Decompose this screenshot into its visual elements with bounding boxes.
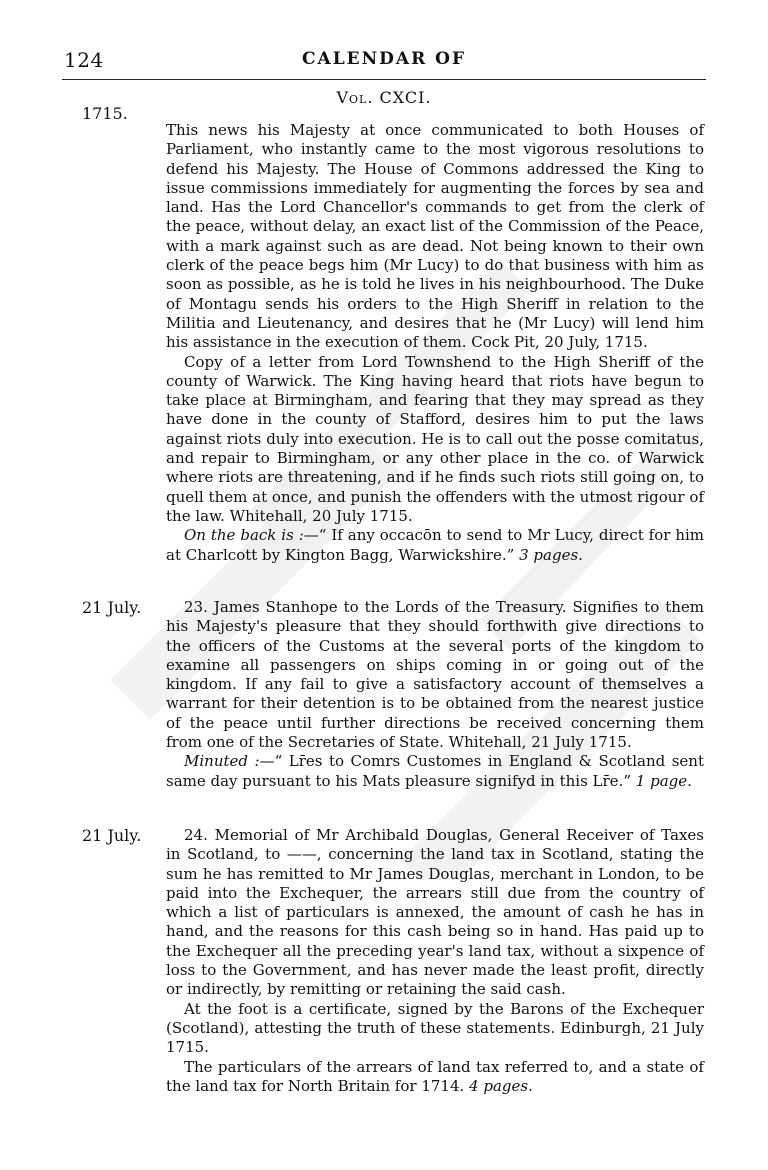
- volume-heading: Vol. CXCI.: [336, 88, 432, 107]
- entry-note: [166, 752, 704, 791]
- running-head: CALENDAR OF: [301, 49, 467, 69]
- note-label: Minuted :—: [184, 752, 275, 771]
- entry-paragraph: 24. Memorial of Mr Archibald Douglas, General Receiver of Taxes in Scotland, to ——, concerning the land tax in Scotland, stating the sum he has remitted to Mr James Douglas, merchant in London, to be paid into the Exchequer, the arrears still due from the country of which a list of particulars is annexed, the amount of cash he has in hand, and the reasons for this cash being so in hand. Has paid up to the Exchequer all the preceding year's land tax, without a sixpence of loss to the Government, and has never made the least profit, directly or indirectly, by remitting or retaining the said cash.: [166, 826, 704, 999]
- note-text: “ If any occacōn to send to Mr Lucy, direct for him at Charlcott by Kington Bagg, Warwickshire.”: [166, 526, 705, 564]
- entry-paragraph: At the foot is a certificate, signed by the Barons of the Exchequer (Scotland), attesting the truth of these statements. Edinburgh, 21 July 1715.: [166, 999, 704, 1057]
- entry-continued: [166, 121, 704, 565]
- margin-year: 1715.: [82, 104, 128, 123]
- entry-date: 21 July.: [82, 826, 142, 845]
- header-rule: [62, 79, 706, 80]
- entry-note: [166, 526, 704, 565]
- page-number: 124: [64, 48, 104, 72]
- entry-23: [166, 598, 704, 791]
- entry-paragraph: [166, 1058, 704, 1097]
- entry-paragraph: Copy of a letter from Lord Townshend to the High Sheriff of the county of Warwick. The King having heard that riots have begun to take place at Birmingham, and fearing that they may spread as they have done in the county of Stafford, desires him to put the laws against riots duly into execution. He is to call out the posse comitatus, and repair to Birmingham, or any other place in the co. of Warwick where riots are threatening, and if he finds such riots still going on, to quell them at once, and punish the offenders with the utmost rigour of the law. Whitehall, 20 July 1715.: [166, 352, 704, 525]
- entry-paragraph: This news his Majesty at once communicated to both Houses of Parliament, who instantly came to the most vigorous resolutions to defend his Majesty. The House of Commons addressed the King to issue commissions immediately for augmenting the forces by sea and land. Has the Lord Chancellor's commands to get from the clerk of the peace, without delay, an exact list of the Commission of the Peace, with a mark against such as are dead. Not being known to their own clerk of the peace begs him (Mr Lucy) to do that business with him as soon as possible, as he is told he lives in his neighbourhood. The Duke of Montagu sends his orders to the High Sheriff in relation to the Militia and Lieutenancy, and desires that he (Mr Lucy) will lend him his assistance in the execution of them. Cock Pit, 20 July, 1715.: [166, 121, 704, 352]
- entry-paragraph: 23. James Stanhope to the Lords of the Treasury. Signifies to them his Majesty's pleasure that they should forthwith give directions to the officers of the Customs at the several ports of the kingdom to examine all passengers on ships coming in or going out of the kingdom. If any fail to give a satisfactory account of themselves a warrant for their detention is to be obtained from the nearest justice of the peace until further directions be received concerning them from one of the Secretaries of State. Whitehall, 21 July 1715.: [166, 598, 704, 752]
- entry-24: [166, 826, 704, 1096]
- page-header: [0, 48, 768, 74]
- page-count: 1 page.: [635, 771, 692, 790]
- page-count: 3 pages.: [519, 545, 583, 564]
- note-text: “ Lr̄es to Comrs Customes in England & Scotland sent same day pursuant to his Mats pleasure signifyd in this Lr̄e.”: [166, 752, 704, 790]
- entry-date: 21 July.: [82, 598, 142, 617]
- note-label: On the back is :—: [184, 526, 319, 545]
- page-count: 4 pages.: [469, 1076, 533, 1095]
- entry-text: The particulars of the arrears of land tax referred to, and a state of the land tax for North Britain for 1714.: [166, 1057, 704, 1095]
